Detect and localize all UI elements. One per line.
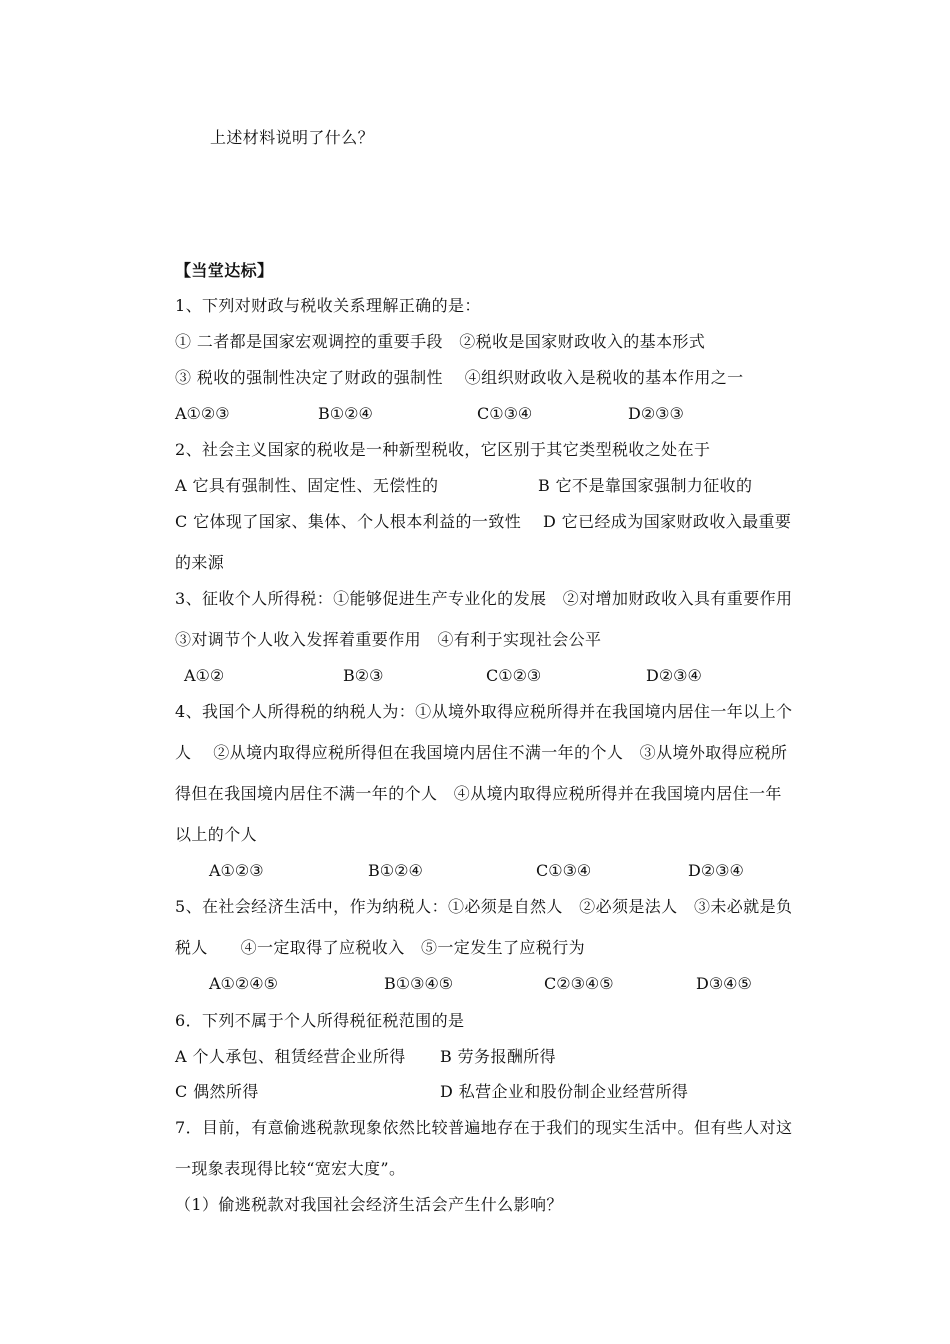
q4-line1: 4、我国个人所得税的纳税人为：①从境外取得应税所得并在我国境内居住一年以上个: [175, 702, 793, 721]
q5-line2: 税人 ④一定取得了应税收入 ⑤一定发生了应税行为: [175, 938, 586, 957]
q5-option-b: B①③④⑤: [384, 974, 454, 993]
q4-line3: 得但在我国境内居住不满一年的个人 ④从境内取得应税所得并在我国境内居住一年: [175, 784, 782, 803]
q2-option-a: A 它具有强制性、固定性、无偿性的: [175, 476, 439, 495]
q1-option-a: A①②③: [175, 404, 230, 423]
q2-option-b: B 它不是靠国家强制力征收的: [538, 476, 753, 495]
q5-option-a: A①②④⑤: [209, 974, 278, 993]
intro-question: 上述材料说明了什么？: [210, 128, 375, 147]
q5-line1: 5、在社会经济生活中，作为纳税人：①必须是自然人 ②必须是法人 ③未必就是负: [175, 897, 793, 916]
q7-line1: 7．目前，有意偷逃税款现象依然比较普遍地存在于我们的现实生活中。但有些人对这: [175, 1118, 793, 1137]
q3-option-a: A①②: [184, 666, 225, 685]
q6-option-c: C 偶然所得: [175, 1082, 259, 1101]
section-title: 【当堂达标】: [175, 261, 274, 280]
q1-option-d: D②③③: [628, 404, 684, 423]
q4-line4: 以上的个人: [175, 825, 258, 844]
q6-option-a: A 个人承包、租赁经营企业所得: [175, 1047, 406, 1066]
q7-line2: 一现象表现得比较“宽宏大度”。: [175, 1159, 406, 1178]
q3-option-b: B②③: [343, 666, 384, 685]
q4-option-a: A①②③: [209, 861, 264, 880]
q4-line2: 人 ②从境内取得应税所得但在我国境内居住不满一年的个人 ③从境外取得应税所: [175, 743, 788, 762]
q1-option-c: C①③④: [477, 404, 533, 423]
q1-option-b: B①②④: [318, 404, 373, 423]
q3-line2: ③对调节个人收入发挥着重要作用 ④有利于实现社会公平: [175, 630, 602, 649]
q2-stem: 2、社会主义国家的税收是一种新型税收，它区别于其它类型税收之处在于: [175, 440, 711, 459]
q3-option-d: D②③④: [646, 666, 702, 685]
q4-option-d: D②③④: [688, 861, 744, 880]
q2-option-c-d: C 它体现了国家、集体、个人根本利益的一致性 D 它已经成为国家财政收入最重要: [175, 512, 792, 531]
q3-stem: 3、征收个人所得税：①能够促进生产专业化的发展 ②对增加财政收入具有重要作用: [175, 589, 793, 608]
q1-stem: 1、下列对财政与税收关系理解正确的是：: [175, 296, 481, 315]
q5-option-c: C②③④⑤: [544, 974, 614, 993]
q4-option-c: C①③④: [536, 861, 592, 880]
q7-sub1: （1）偷逃税款对我国社会经济生活会产生什么影响？: [175, 1195, 563, 1214]
q4-option-b: B①②④: [368, 861, 423, 880]
q5-option-d: D③④⑤: [696, 974, 752, 993]
q1-line2: ③ 税收的强制性决定了财政的强制性 ④组织财政收入是税收的基本作用之一: [175, 368, 744, 387]
q3-option-c: C①②③: [486, 666, 542, 685]
q2-option-d-cont: 的来源: [175, 553, 225, 572]
q6-option-b: B 劳务报酬所得: [440, 1047, 557, 1066]
q6-stem: 6．下列不属于个人所得税征税范围的是: [175, 1011, 465, 1030]
q6-option-d: D 私营企业和股份制企业经营所得: [440, 1082, 689, 1101]
q1-line1: ① 二者都是国家宏观调控的重要手段 ②税收是国家财政收入的基本形式: [175, 332, 706, 351]
